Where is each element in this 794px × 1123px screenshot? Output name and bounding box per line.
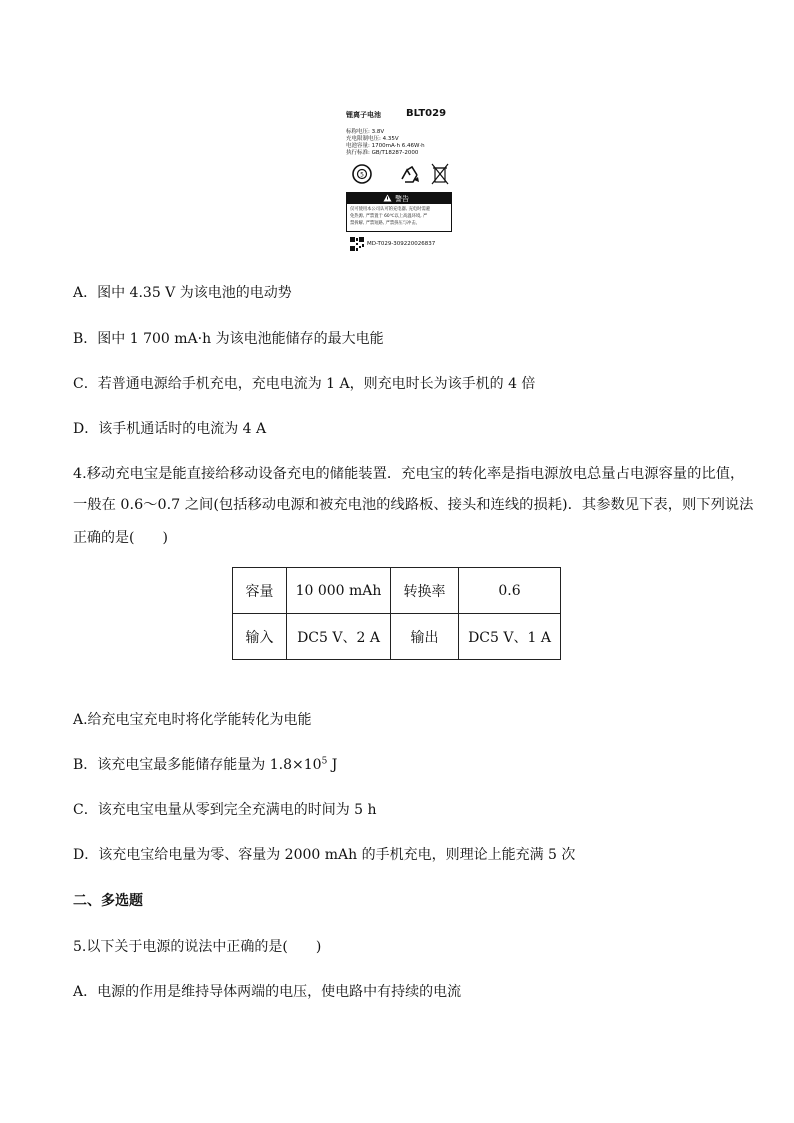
- warning-text: 禁拆解, 严禁短路, 严禁挤压与冲击。: [350, 221, 420, 226]
- q4-option-b-exponent: 5: [321, 756, 328, 767]
- q4-stem-line: 4.移动充电宝是能直接给移动设备充电的储能装置．充电宝的转化率是指电源放电总量占电源容量的比值，: [73, 466, 745, 482]
- label-code: MD-T029-309220026837: [367, 241, 436, 247]
- q4-stem-line: 一般在 0.6～0.7 之间(包括移动电源和被充电池的线路板、接头和连线的损耗)．其参数见下表，则下列说法: [73, 497, 754, 513]
- q4-option-c: C．该充电宝电量从零到完全充满电的时间为 5 h: [73, 802, 377, 818]
- label-spec: 充电限制电压: 4.35V: [346, 136, 399, 142]
- label-spec: 电池容量: 1700mA·h 6.46W·h: [346, 143, 425, 149]
- table-cell: DC5 V、1 A: [459, 614, 561, 660]
- q4-stem-line: 正确的是( ): [73, 530, 168, 546]
- table-row: [233, 568, 561, 614]
- table-row: [233, 614, 561, 660]
- q4-option-a: A.给充电宝充电时将化学能转化为电能: [73, 712, 312, 728]
- q4-option-d: D．该充电宝给电量为零、容量为 2000 mAh 的手机充电，则理论上能充满 5 次: [73, 847, 576, 863]
- recycle-icon: [402, 167, 419, 182]
- table-cell: 输入: [233, 614, 287, 660]
- crossed-bin-icon: [432, 164, 448, 184]
- label-spec: 执行标准: GB/T18287-2000: [346, 150, 419, 156]
- table-cell: 10 000 mAh: [287, 568, 391, 614]
- label-brand: 锂离子电池: [346, 111, 381, 119]
- q3-option-b: B．图中 1 700 mA·h 为该电池能储存的最大电能: [73, 331, 384, 347]
- q3-option-d: D．该手机通话时的电流为 4 A: [73, 421, 267, 437]
- battery-label-image: [340, 100, 458, 256]
- label-spec: 标称电压: 3.8V: [346, 129, 385, 135]
- q4-option-b-unit: J: [327, 757, 338, 773]
- svg-text:5: 5: [360, 171, 364, 179]
- warning-title: 警告: [395, 195, 409, 203]
- section-heading: 二、多选题: [73, 893, 143, 909]
- warning-box: [346, 192, 452, 232]
- table-cell: DC5 V、2 A: [287, 614, 391, 660]
- warning-text: 仅可使用本公司认可的充电器, 充电时需避: [350, 207, 431, 212]
- warning-text: 免热源, 严禁置于 60℃以上高温环境, 严: [350, 214, 428, 219]
- table-cell: 转换率: [391, 568, 459, 614]
- table-cell: 0.6: [459, 568, 561, 614]
- parameters-table: [232, 567, 561, 660]
- warning-header: [347, 193, 451, 204]
- q4-option-b-text: B．该充电宝最多能储存能量为 1.8×10: [73, 757, 322, 773]
- q4-option-b: [73, 755, 337, 775]
- qr-code-icon: [350, 237, 364, 251]
- warning-triangle-icon: [383, 194, 392, 202]
- label-model: BLT029: [406, 108, 447, 119]
- table-cell: 输出: [391, 614, 459, 660]
- q5-option-a: A．电源的作用是维持导体两端的电压，使电路中有持续的电流: [73, 984, 462, 1000]
- q3-option-a: A．图中 4.35 V 为该电池的电动势: [73, 285, 292, 301]
- q3-option-c: C．若普通电源给手机充电，充电电流为 1 A，则充电时长为该手机的 4 倍: [73, 376, 536, 392]
- label-icons: [350, 162, 450, 186]
- environmental-period-icon: [353, 165, 371, 183]
- q5-stem: 5.以下关于电源的说法中正确的是( ): [73, 939, 322, 955]
- table-cell: 容量: [233, 568, 287, 614]
